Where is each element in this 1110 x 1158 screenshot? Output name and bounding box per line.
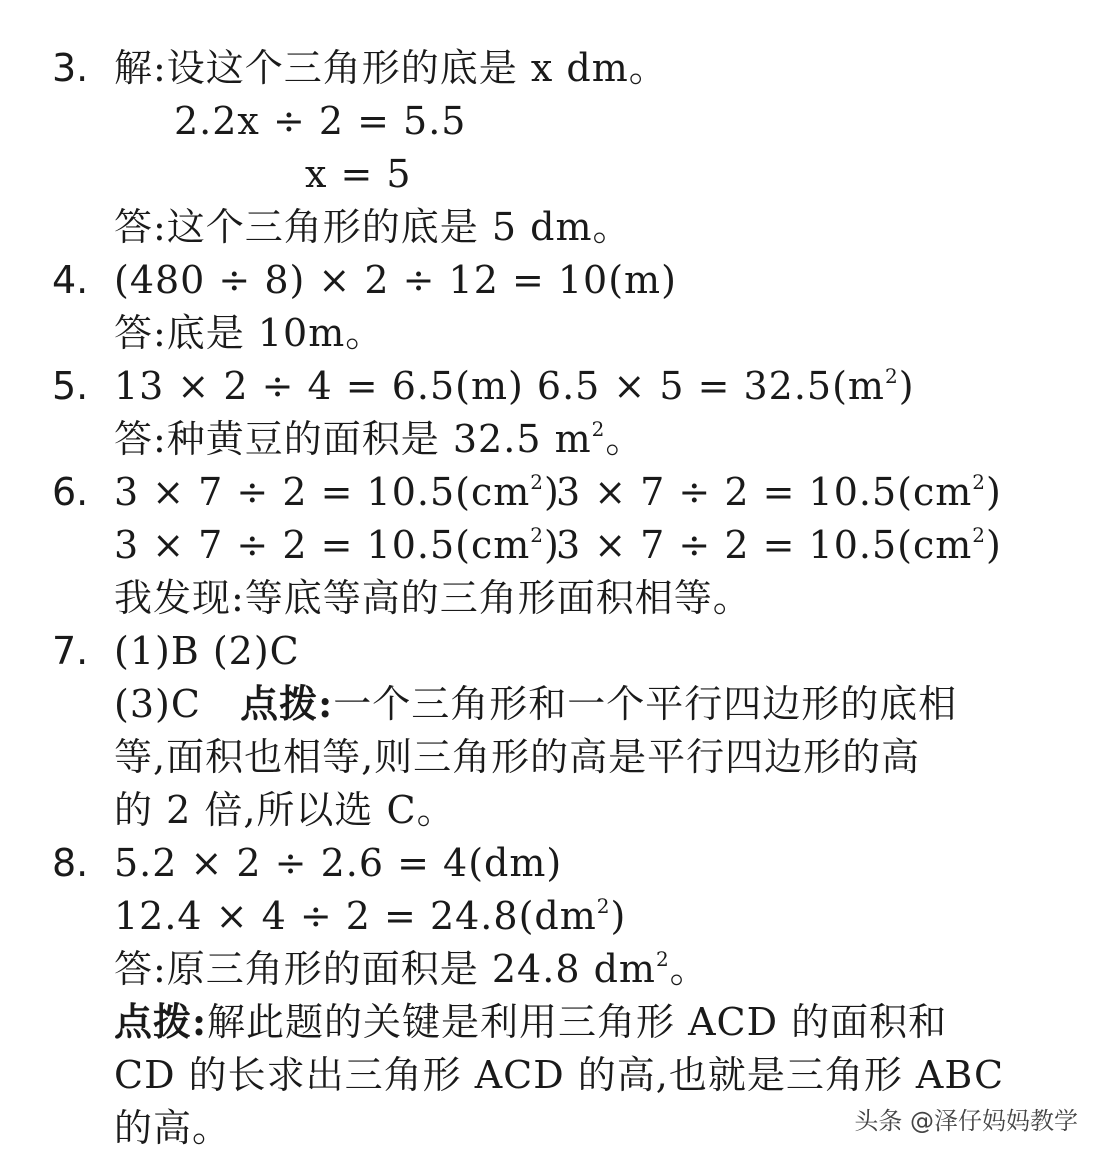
problem-5-answer-main: 答:种黄豆的面积是 32.5 m <box>114 417 592 461</box>
formula-close: ) <box>544 470 560 514</box>
problem-4-answer: 答:底是 10m。 <box>114 311 385 355</box>
hint-label: 点拨: <box>240 681 334 726</box>
item-number-3: 3. <box>52 46 89 90</box>
superscript: 2 <box>655 947 670 971</box>
problem-7-hint-line1 <box>114 680 957 728</box>
superscript: 2 <box>596 894 611 918</box>
problem-3-answer: 答:这个三角形的底是 5 dm。 <box>114 205 632 249</box>
superscript: 2 <box>884 364 899 388</box>
formula-text: 3 × 7 ÷ 2 = 10.5(cm <box>114 523 531 567</box>
problem-4-equation: (480 ÷ 8) × 2 ÷ 12 = 10(m) <box>114 258 677 302</box>
problem-7-hint-text: 一个三角形和一个平行四边形的底相 <box>333 682 958 726</box>
item-number-8: 8. <box>52 841 89 885</box>
problem-5-answer <box>114 415 644 463</box>
problem-3-setup: 解:设这个三角形的底是 x dm。 <box>114 46 668 90</box>
problem-7-hint-line2: 等,面积也相等,则三角形的高是平行四边形的高 <box>114 735 921 779</box>
problem-8-equation2-main: 12.4 × 4 ÷ 2 = 24.8(dm <box>114 894 597 938</box>
problem-6-row2-left <box>114 521 560 569</box>
formula-close: ) <box>986 470 1002 514</box>
problem-5-answer-end: 。 <box>605 417 645 461</box>
problem-5-equation-main: 13 × 2 ÷ 4 = 6.5(m) 6.5 × 5 = 32.5(m <box>114 364 885 408</box>
problem-8-hint-line3: 的高。 <box>114 1106 232 1150</box>
problem-8-answer-end: 。 <box>669 947 709 991</box>
problem-8-equation2-end: ) <box>610 894 627 938</box>
problem-8-hint-line2: CD 的长求出三角形 ACD 的高,也就是三角形 ABC <box>114 1053 1005 1097</box>
superscript: 2 <box>591 417 606 441</box>
problem-7-answers: (1)B (2)C <box>114 629 300 673</box>
problem-6-finding: 我发现:等底等高的三角形面积相等。 <box>114 576 752 620</box>
problem-3-solution: x = 5 <box>305 152 412 196</box>
problem-8-answer <box>114 945 709 993</box>
watermark: 头条 @泽仔妈妈教学 <box>848 1099 1084 1138</box>
problem-5-equation-end: ) <box>898 364 915 408</box>
problem-3-equation: 2.2x ÷ 2 = 5.5 <box>174 99 467 143</box>
problem-7-sub3: (3)C <box>114 682 201 726</box>
item-number-7: 7. <box>52 629 89 673</box>
problem-8-answer-main: 答:原三角形的面积是 24.8 dm <box>114 947 656 991</box>
problem-8-equation1: 5.2 × 2 ÷ 2.6 = 4(dm) <box>114 841 563 885</box>
problem-6-row1-right <box>556 468 1002 516</box>
problem-7-hint-line3: 的 2 倍,所以选 C。 <box>114 788 456 832</box>
problem-8-equation2 <box>114 892 626 940</box>
hint-label: 点拨: <box>114 999 208 1044</box>
formula-text: 3 × 7 ÷ 2 = 10.5(cm <box>114 470 531 514</box>
superscript: 2 <box>530 470 545 494</box>
formula-text: 3 × 7 ÷ 2 = 10.5(cm <box>556 523 973 567</box>
problem-8-hint-text: 解此题的关键是利用三角形 ACD 的面积和 <box>207 1000 948 1044</box>
problem-6-row2-right <box>556 521 1002 569</box>
item-number-6: 6. <box>52 470 89 514</box>
problem-6-row1-left <box>114 468 560 516</box>
item-number-5: 5. <box>52 364 89 408</box>
problem-5-equation <box>114 362 915 410</box>
item-number-4: 4. <box>52 258 89 302</box>
formula-close: ) <box>544 523 560 567</box>
formula-text: 3 × 7 ÷ 2 = 10.5(cm <box>556 470 973 514</box>
problem-8-hint-line1 <box>114 998 947 1046</box>
superscript: 2 <box>972 470 987 494</box>
superscript: 2 <box>972 523 987 547</box>
formula-close: ) <box>986 523 1002 567</box>
superscript: 2 <box>530 523 545 547</box>
